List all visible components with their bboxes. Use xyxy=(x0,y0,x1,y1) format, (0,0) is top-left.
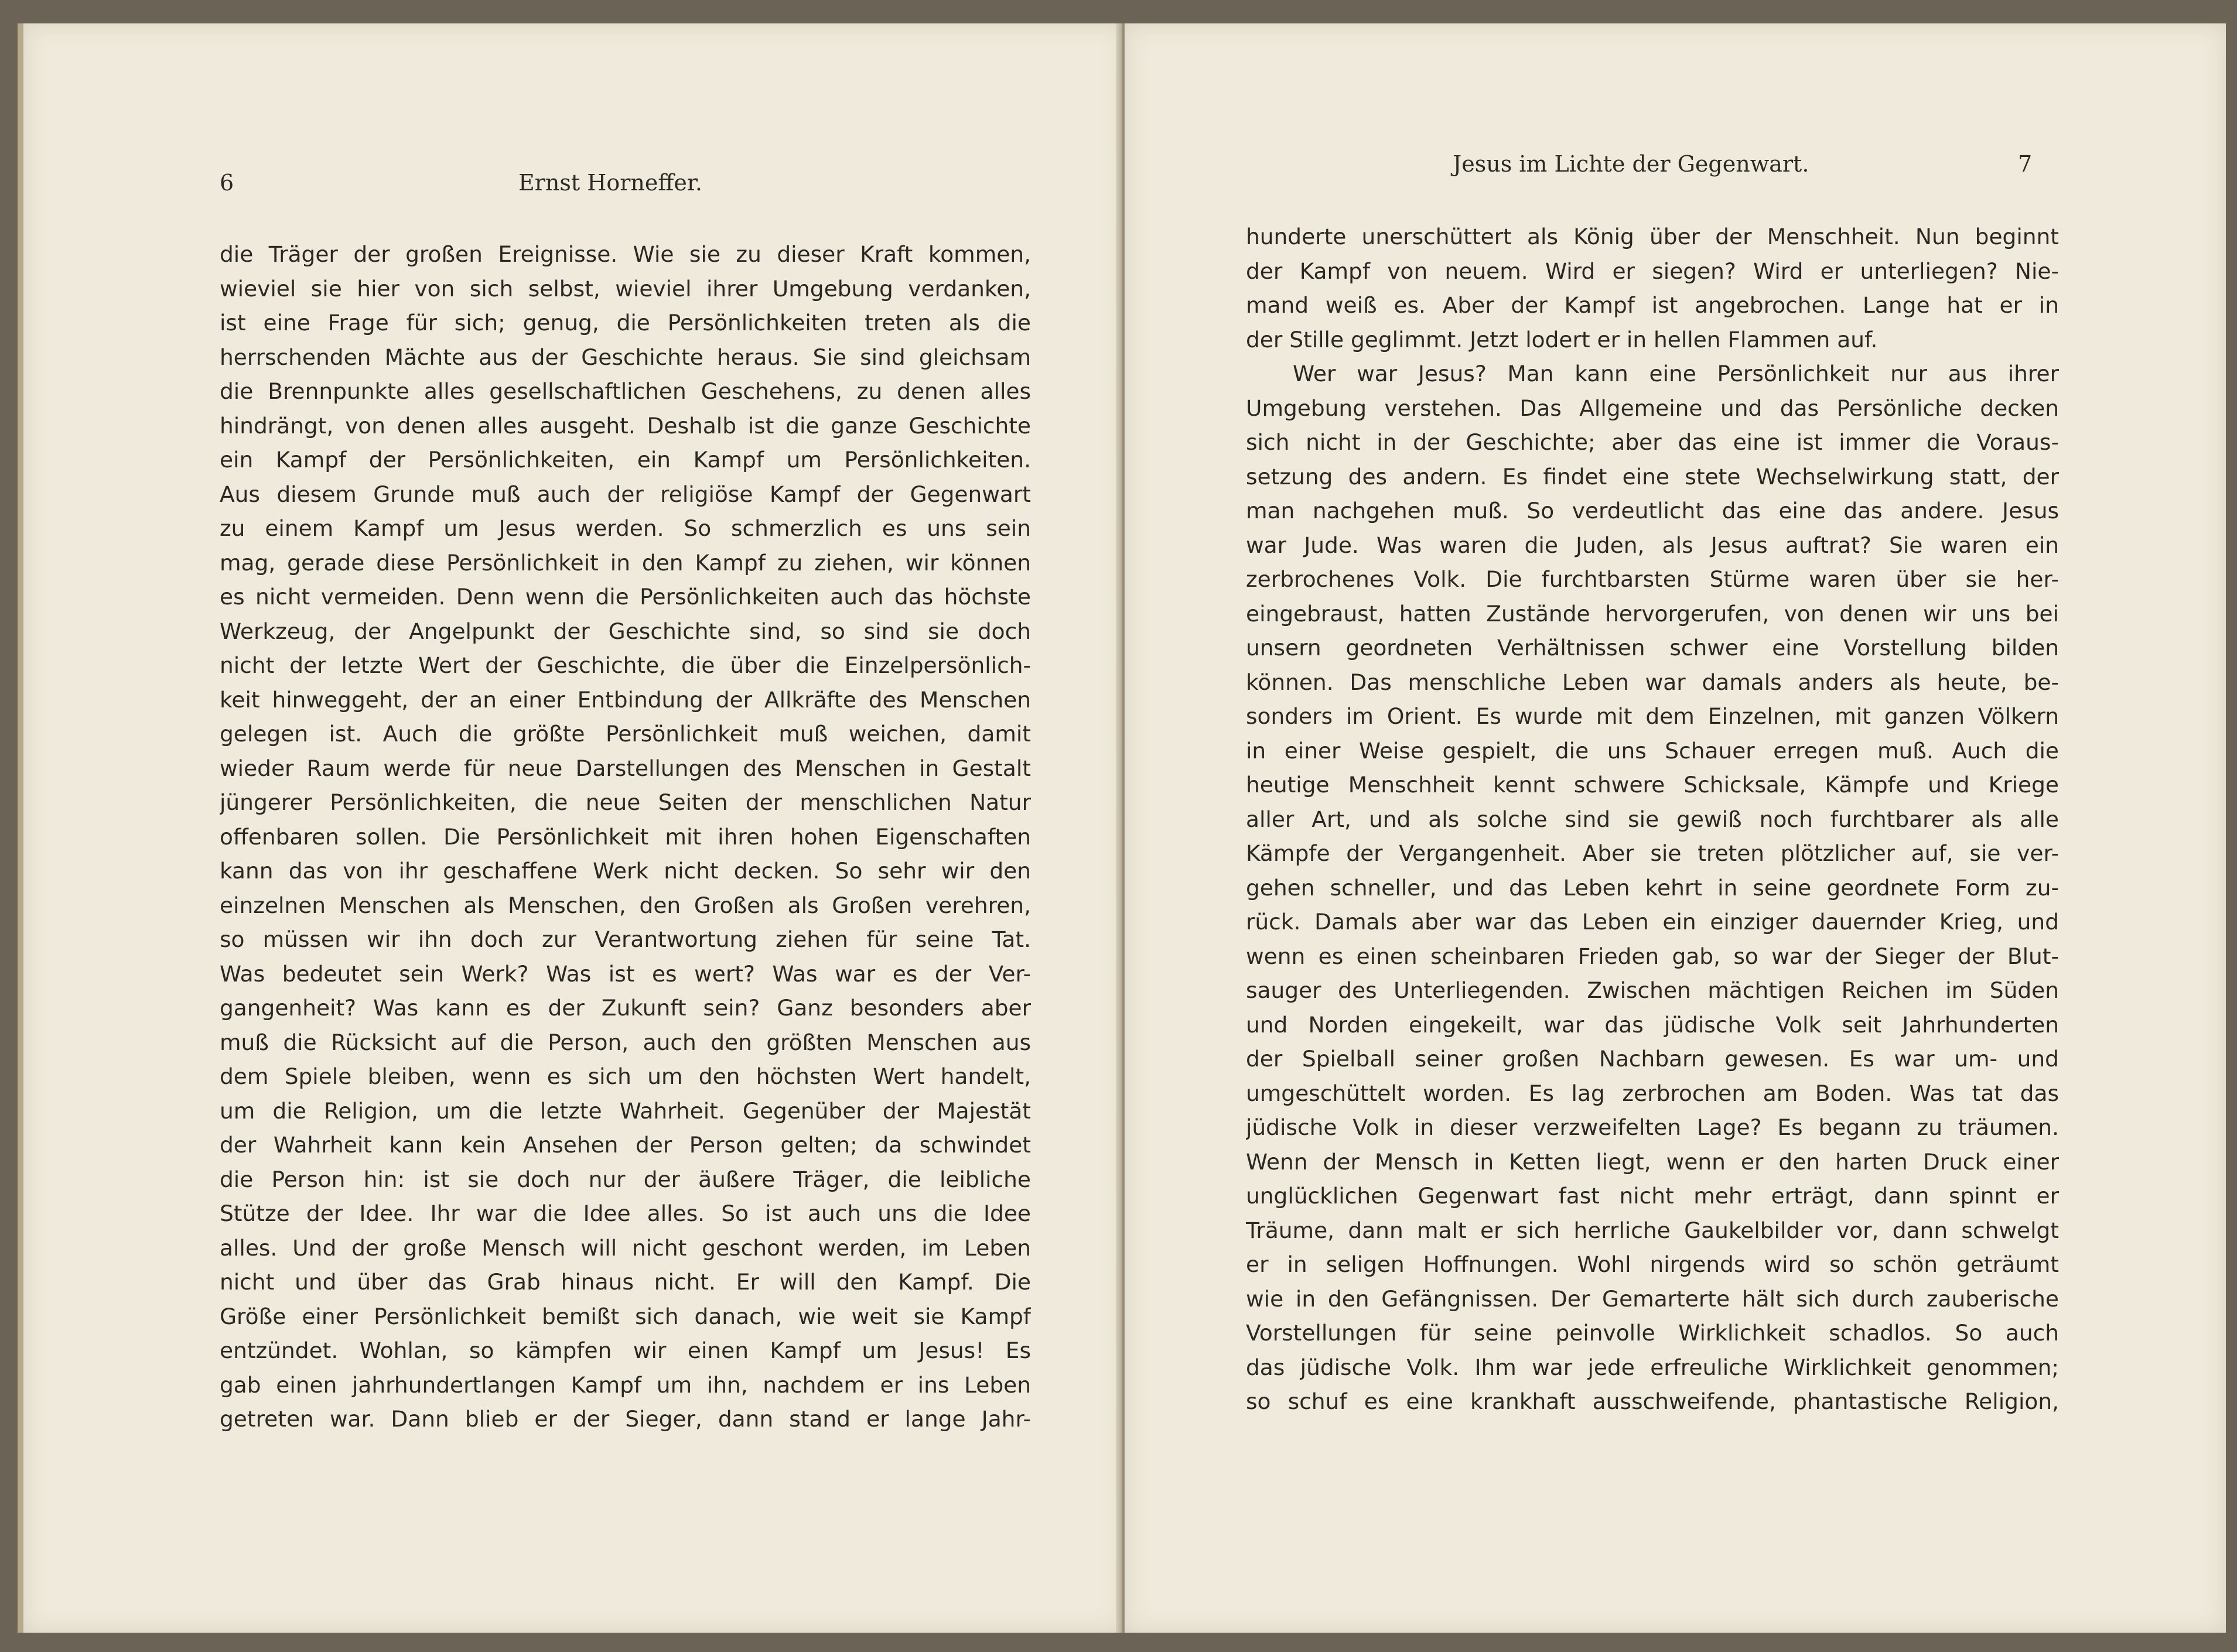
text-line: dem Spiele bleiben, wenn es sich um den höchsten Wert handelt, xyxy=(220,1063,1031,1089)
text-line: man nachgehen muß. So verdeutlicht das eine das andere. Jesus xyxy=(1246,498,2059,524)
text-line: aller Art, und als solche sind sie gewiß noch furchtbarer als alle xyxy=(1246,806,2059,832)
text-line: der Spielball seiner großen Nachbarn gewesen. Es war um- und xyxy=(1246,1046,2059,1072)
text-line: nicht und über das Grab hinaus nicht. Er will den Kampf. Die xyxy=(220,1269,1031,1295)
text-line: so müssen wir ihn doch zur Verantwortung ziehen für seine Tat. xyxy=(220,926,1031,952)
text-line: wieviel sie hier von sich selbst, wieviel ihrer Umgebung verdanken, xyxy=(220,275,1031,302)
text-line: die Träger der großen Ereignisse. Wie sie zu dieser Kraft kommen, xyxy=(220,241,1031,267)
text-line: wie in den Gefängnissen. Der Gemarterte hält sich durch zauberische xyxy=(1246,1285,2059,1312)
right-page-text xyxy=(1246,220,2059,1419)
page-number-right: 7 xyxy=(2018,151,2033,177)
text-line: keit hinweggeht, der an einer Entbindung der Allkräfte des Menschen xyxy=(220,686,1031,713)
text-line: wenn es einen scheinbaren Frieden gab, so war der Sieger der Blut- xyxy=(1246,943,2059,969)
text-line: entzündet. Wohlan, so kämpfen wir einen Kampf um Jesus! Es xyxy=(220,1338,1031,1363)
text-line: Größe einer Persönlichkeit bemißt sich danach, wie weit sie Kampf xyxy=(220,1303,1031,1329)
text-line: zu einem Kampf um Jesus werden. So schmerzlich es uns sein xyxy=(220,515,1031,541)
text-line: Kämpfe der Vergangenheit. Aber sie treten plötzlicher auf, sie ver- xyxy=(1246,840,2059,866)
text-line: Wer war Jesus? Man kann eine Persönlichkeit nur aus ihrer xyxy=(1293,361,2059,387)
text-line: setzung des andern. Es findet eine stete Wechselwirkung statt, der xyxy=(1246,463,2059,490)
text-line: hindrängt, von denen alles ausgeht. Deshalb ist die ganze Geschichte xyxy=(220,412,1031,439)
text-line: kann das von ihr geschaffene Werk nicht decken. So sehr wir den xyxy=(220,858,1031,884)
text-line: und Norden eingekeilt, war das jüdische Volk seit Jahrhunderten xyxy=(1246,1011,2059,1038)
text-line: Träume, dann malt er sich herrliche Gaukelbilder vor, dann schwelgt xyxy=(1246,1217,2059,1243)
text-line: sonders im Orient. Es wurde mit dem Einzelnen, mit ganzen Völkern xyxy=(1246,703,2059,729)
text-line: der Stille geglimmt. Jetzt lodert er in hellen Flammen auf. xyxy=(1246,326,1878,353)
text-line: wieder Raum werde für neue Darstellungen des Menschen in Gestalt xyxy=(220,755,1031,781)
text-line: Umgebung verstehen. Das Allgemeine und das Persönliche decken xyxy=(1246,395,2059,421)
text-line: jüdische Volk in dieser verzweifelten Lage? Es begann zu träumen. xyxy=(1246,1114,2059,1140)
text-line: nicht der letzte Wert der Geschichte, die über die Einzelpersönlich- xyxy=(220,652,1031,678)
text-line: alles. Und der große Mensch will nicht geschont werden, im Leben xyxy=(220,1234,1031,1261)
text-line: er in seligen Hoffnungen. Wohl nirgends wird so schön geträumt xyxy=(1246,1251,2059,1277)
text-line: unglücklichen Gegenwart fast nicht mehr erträgt, dann spinnt er xyxy=(1246,1183,2059,1209)
text-line: sauger des Unterliegenden. Zwischen mächtigen Reichen im Süden xyxy=(1246,977,2059,1003)
running-head-right: Jesus im Lichte der Gegenwart. xyxy=(1453,151,1809,177)
text-line: es nicht vermeiden. Denn wenn die Persönlichkeiten auch das höchste xyxy=(220,584,1031,610)
text-line: gehen schneller, und das Leben kehrt in seine geordnete Form zu- xyxy=(1246,874,2059,901)
text-line: Stütze der Idee. Ihr war die Idee alles. So ist auch uns die Idee xyxy=(220,1200,1031,1226)
text-line: herrschenden Mächte aus der Geschichte heraus. Sie sind gleichsam xyxy=(220,344,1031,370)
text-line: offenbaren sollen. Die Persönlichkeit mit ihren hohen Eigenschaften xyxy=(220,823,1031,850)
text-line: in einer Weise gespielt, die uns Schauer erregen muß. Auch die xyxy=(1246,737,2059,764)
text-line: Werkzeug, der Angelpunkt der Geschichte sind, so sind sie doch xyxy=(220,618,1031,644)
text-line: jüngerer Persönlichkeiten, die neue Seiten der menschlichen Natur xyxy=(220,789,1031,815)
text-line: sich nicht in der Geschichte; aber das eine ist immer die Voraus- xyxy=(1246,429,2059,455)
text-line: Aus diesem Grunde muß auch der religiöse Kampf der Gegenwart xyxy=(220,481,1031,507)
text-line: zerbrochenes Volk. Die furchtbarsten Stürme waren über sie her- xyxy=(1246,566,2059,592)
right-page xyxy=(1125,23,2226,1633)
page-number-left: 6 xyxy=(220,170,234,196)
text-line: Was bedeutet sein Werk? Was ist es wert? Was war es der Ver- xyxy=(220,960,1031,987)
text-line: der Kampf von neuem. Wird er siegen? Wird er unterliegen? Nie- xyxy=(1246,258,2059,284)
left-page xyxy=(18,23,1125,1633)
text-line: die Brennpunkte alles gesellschaftlichen Geschehens, zu denen alles xyxy=(220,378,1031,404)
text-line: das jüdische Volk. Ihm war jede erfreuliche Wirklichkeit genommen; xyxy=(1246,1354,2059,1380)
text-line: getreten war. Dann blieb er der Sieger, dann stand er lange Jahr- xyxy=(220,1406,1031,1432)
text-line: gangenheit? Was kann es der Zukunft sein? Ganz besonders aber xyxy=(220,995,1031,1021)
text-line: muß die Rücksicht auf die Person, auch den größten Menschen aus xyxy=(220,1029,1031,1055)
text-line: unsern geordneten Verhältnissen schwer eine Vorstellung bilden xyxy=(1246,635,2059,661)
text-line: gelegen ist. Auch die größte Persönlichkeit muß weichen, damit xyxy=(220,721,1031,747)
text-line: Wenn der Mensch in Ketten liegt, wenn er den harten Druck einer xyxy=(1246,1148,2059,1175)
text-line: Vorstellungen für seine peinvolle Wirklichkeit schadlos. So auch xyxy=(1246,1320,2059,1346)
text-line: gab einen jahrhundertlangen Kampf um ihn, nachdem er ins Leben xyxy=(220,1371,1031,1398)
text-line: die Person hin: ist sie doch nur der äußere Träger, die leibliche xyxy=(220,1166,1031,1192)
text-line: umgeschüttelt worden. Es lag zerbrochen am Boden. Was tat das xyxy=(1246,1080,2059,1106)
text-line: ein Kampf der Persönlichkeiten, ein Kampf um Persönlichkeiten. xyxy=(220,447,1031,473)
left-page-text xyxy=(220,237,1031,1436)
text-line: heutige Menschheit kennt schwere Schicksale, Kämpfe und Kriege xyxy=(1246,772,2059,798)
text-line: war Jude. Was waren die Juden, als Jesus auftrat? Sie waren ein xyxy=(1246,532,2059,558)
text-line: um die Religion, um die letzte Wahrheit. Gegenüber der Majestät xyxy=(220,1097,1031,1124)
text-line: so schuf es eine krankhaft ausschweifende, phantastische Religion, xyxy=(1246,1388,2059,1414)
text-line: eingebraust, hatten Zustände hervorgerufen, von denen wir uns bei xyxy=(1246,600,2059,627)
text-line: können. Das menschliche Leben war damals anders als heute, be- xyxy=(1246,669,2059,695)
text-line: einzelnen Menschen als Menschen, den Großen als Großen verehren, xyxy=(220,892,1031,918)
text-line: mag, gerade diese Persönlichkeit in den Kampf zu ziehen, wir können xyxy=(220,549,1031,576)
running-head-left: Ernst Horneffer. xyxy=(518,170,702,196)
text-line: der Wahrheit kann kein Ansehen der Person gelten; da schwindet xyxy=(220,1132,1031,1158)
text-line: rück. Damals aber war das Leben ein einziger dauernder Krieg, und xyxy=(1246,909,2059,935)
text-line: mand weiß es. Aber der Kampf ist angebrochen. Lange hat er in xyxy=(1246,292,2059,318)
text-line: ist eine Frage für sich; genug, die Persönlichkeiten treten als die xyxy=(220,310,1031,336)
text-line: hunderte unerschüttert als König über der Menschheit. Nun beginnt xyxy=(1246,224,2059,249)
